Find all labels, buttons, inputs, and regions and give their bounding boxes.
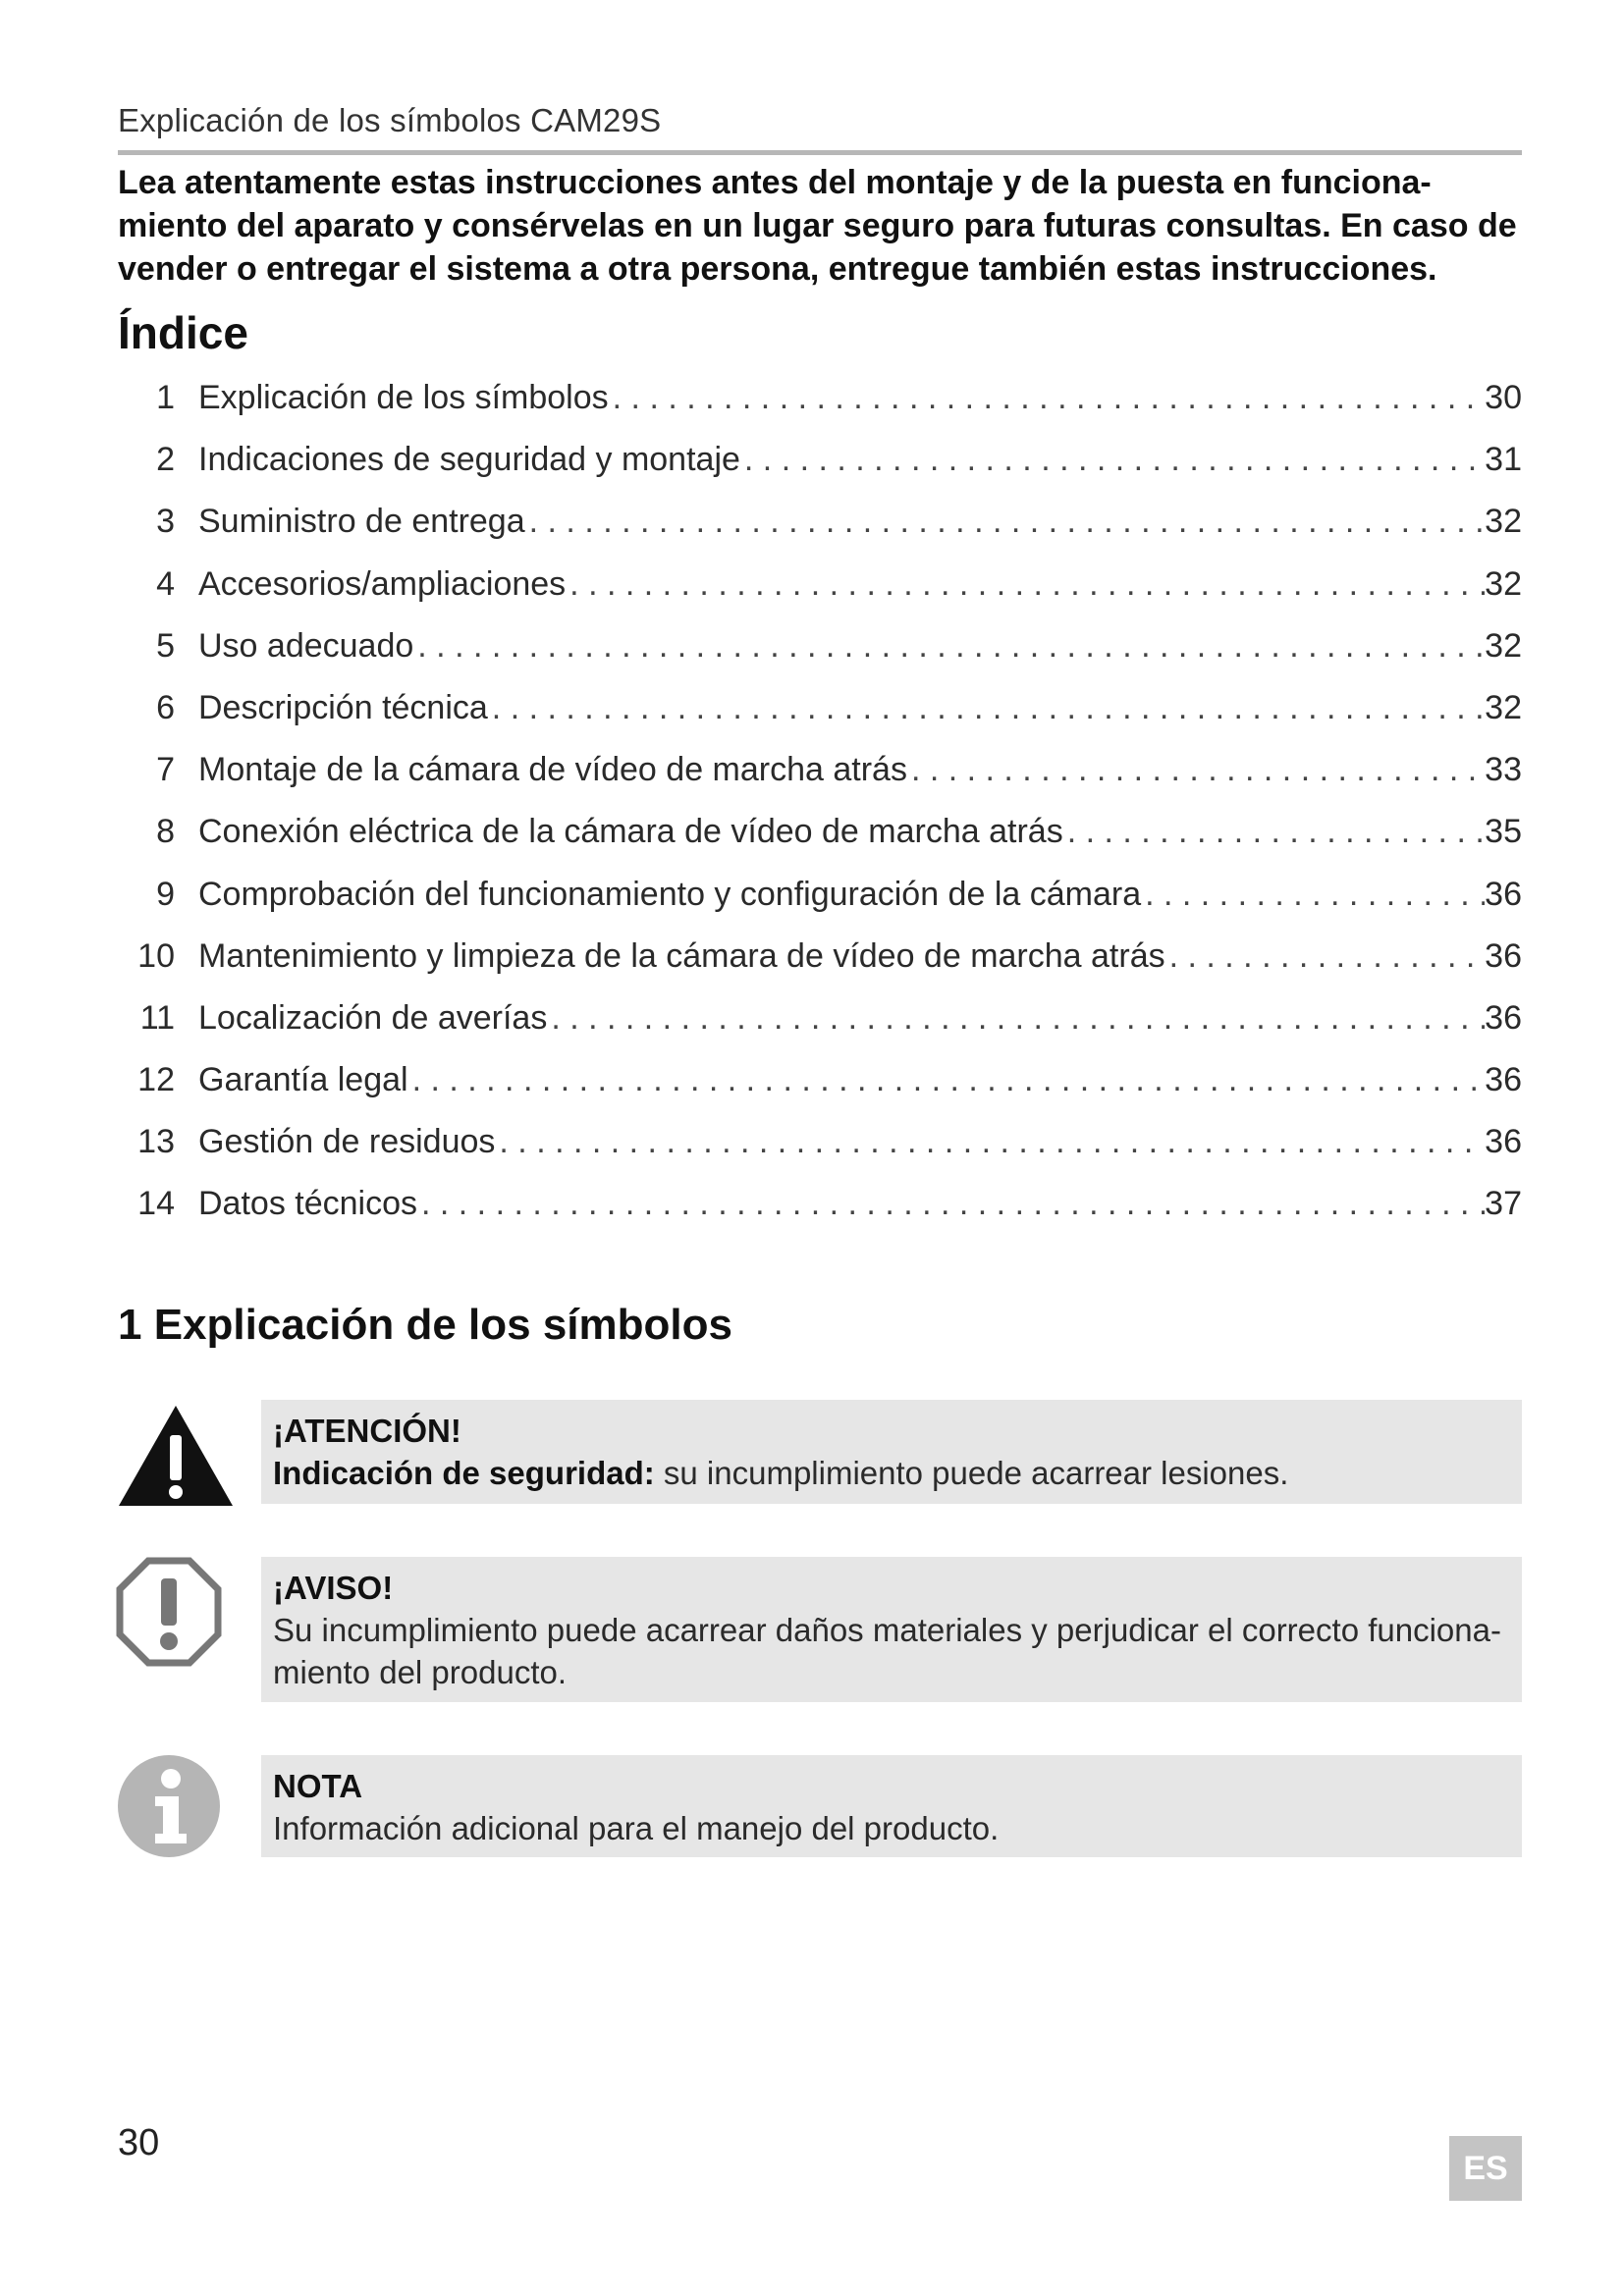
toc-item-number: 13 xyxy=(137,1123,175,1161)
notice-attention xyxy=(261,1400,1522,1504)
toc-item[interactable] xyxy=(118,689,1522,751)
toc-item[interactable] xyxy=(118,999,1522,1061)
notice-aviso xyxy=(261,1557,1522,1702)
page-number: 30 xyxy=(118,2122,160,2163)
toc-leader-dots xyxy=(525,503,1486,541)
toc-item-title: Conexión eléctrica de la cámara de vídeo de marcha atrás xyxy=(198,813,1063,851)
toc-leader-dots xyxy=(408,1061,1486,1099)
toc-leader-dots xyxy=(547,999,1485,1038)
toc-item-page: 31 xyxy=(1485,441,1522,479)
toc-item-title: Suministro de entrega xyxy=(198,503,525,541)
toc-item-number: 9 xyxy=(156,875,175,913)
toc-item-page: 35 xyxy=(1485,813,1522,851)
toc-leader-dots xyxy=(609,379,1486,417)
notice-body: Su incumplimiento puede acarrear daños materiales y perjudicar el correcto funciona-miento del producto. xyxy=(273,1612,1501,1690)
toc-item-number: 4 xyxy=(156,564,175,603)
toc-item-page: 32 xyxy=(1485,688,1522,726)
notice-text xyxy=(273,1452,1508,1494)
toc-item[interactable] xyxy=(118,441,1522,503)
section-heading: 1 Explicación de los símbolos xyxy=(118,1301,732,1349)
notice-title: ¡ATENCIÓN! xyxy=(273,1413,461,1449)
toc-leader-dots xyxy=(1165,937,1486,976)
toc-item-number: 10 xyxy=(137,936,175,975)
toc-item-number: 8 xyxy=(156,813,175,851)
toc-item-page: 36 xyxy=(1485,1061,1522,1099)
toc-item[interactable] xyxy=(118,565,1522,627)
toc-item-title: Explicación de los símbolos xyxy=(198,379,609,416)
notice-body: su incumplimiento puede acarrear lesiones. xyxy=(654,1455,1289,1491)
toc-leader-dots xyxy=(1063,813,1485,851)
toc-item-page: 36 xyxy=(1485,875,1522,913)
toc-item-title: Montaje de la cámara de vídeo de marcha atrás xyxy=(198,751,907,789)
toc-item[interactable] xyxy=(118,751,1522,813)
toc-item-page: 37 xyxy=(1485,1185,1522,1223)
toc-item[interactable] xyxy=(118,813,1522,875)
toc-item-page: 30 xyxy=(1485,379,1522,416)
notice-strong-label: Indicación de seguridad: xyxy=(273,1455,655,1491)
toc-item[interactable] xyxy=(118,1185,1522,1247)
page-header-title: Explicación de los símbolos CAM29S xyxy=(118,102,662,138)
toc-item-number: 5 xyxy=(156,626,175,665)
table-of-contents xyxy=(118,379,1522,1248)
toc-item-number: 2 xyxy=(156,441,175,479)
intro-paragraph: Lea atentamente estas instrucciones antes del montaje y de la puesta en funciona-miento del aparato y consérvelas en un lugar seguro para futuras consultas. En caso de vender o entregar el sistema a otra persona, entregue también estas instrucciones. xyxy=(118,164,1517,288)
toc-item[interactable] xyxy=(118,1061,1522,1123)
toc-item-title: Indicaciones de seguridad y montaje xyxy=(198,441,740,479)
toc-item-title: Mantenimiento y limpieza de la cámara de vídeo de marcha atrás xyxy=(198,936,1165,975)
toc-item-number: 14 xyxy=(137,1185,175,1223)
toc-item-title: Datos técnicos xyxy=(198,1185,417,1223)
toc-item-page: 36 xyxy=(1485,998,1522,1037)
toc-item-page: 32 xyxy=(1485,503,1522,541)
toc-item-title: Accesorios/ampliaciones xyxy=(198,564,567,603)
toc-item[interactable] xyxy=(118,1123,1522,1185)
toc-item-page: 33 xyxy=(1485,751,1522,789)
toc-item-number: 7 xyxy=(156,751,175,789)
toc-item-page: 36 xyxy=(1485,1123,1522,1161)
toc-item-title: Uso adecuado xyxy=(198,626,414,665)
toc-item[interactable] xyxy=(118,503,1522,564)
notice-body: Información adicional para el manejo del producto. xyxy=(273,1810,1000,1846)
toc-leader-dots xyxy=(495,1123,1485,1161)
toc-leader-dots xyxy=(566,565,1485,604)
toc-item-number: 3 xyxy=(156,503,175,541)
notice-nota xyxy=(261,1755,1522,1857)
toc-item-title: Comprobación del funcionamiento y configuración de la cámara xyxy=(198,875,1142,913)
warning-triangle-icon xyxy=(116,1402,236,1510)
toc-item-page: 32 xyxy=(1485,626,1522,665)
toc-leader-dots xyxy=(488,689,1485,727)
toc-item-page: 32 xyxy=(1485,564,1522,603)
toc-leader-dots xyxy=(417,1185,1485,1223)
toc-leader-dots xyxy=(740,441,1485,479)
notice-title: ¡AVISO! xyxy=(273,1570,394,1606)
toc-item[interactable] xyxy=(118,379,1522,441)
toc-item-page: 36 xyxy=(1485,936,1522,975)
language-badge: ES xyxy=(1449,2136,1522,2201)
toc-item[interactable] xyxy=(118,627,1522,689)
toc-leader-dots xyxy=(413,627,1485,666)
toc-item-number: 12 xyxy=(137,1061,175,1099)
notice-title: NOTA xyxy=(273,1768,363,1804)
toc-item-title: Garantía legal xyxy=(198,1061,408,1099)
toc-leader-dots xyxy=(1141,876,1485,914)
info-circle-icon xyxy=(116,1753,222,1859)
toc-item-number: 1 xyxy=(156,379,175,416)
toc-item-number: 11 xyxy=(139,998,175,1037)
toc-item-title: Descripción técnica xyxy=(198,688,488,726)
toc-item-number: 6 xyxy=(156,688,175,726)
index-heading: Índice xyxy=(118,307,248,358)
octagon-exclamation-icon xyxy=(116,1557,222,1667)
toc-item-title: Localización de averías xyxy=(198,998,548,1037)
toc-leader-dots xyxy=(907,751,1485,789)
toc-item[interactable] xyxy=(118,876,1522,937)
toc-item-title: Gestión de residuos xyxy=(198,1123,496,1161)
toc-item[interactable] xyxy=(118,937,1522,999)
header-divider xyxy=(118,150,1522,155)
